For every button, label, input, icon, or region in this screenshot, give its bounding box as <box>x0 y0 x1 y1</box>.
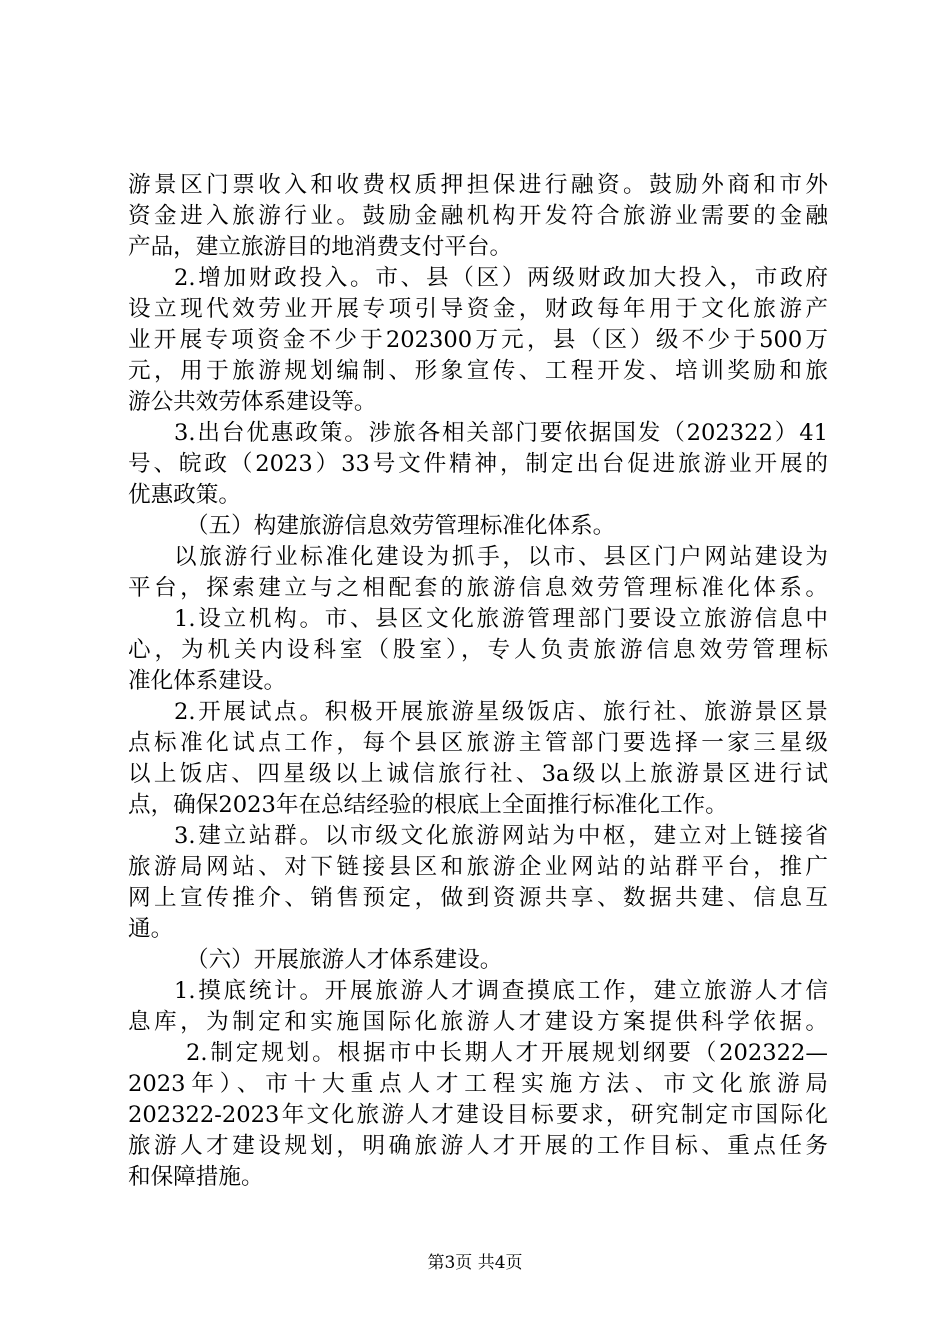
text-line: 通。 <box>128 916 174 942</box>
text-line: 2023年）、市十大重点人才工程实施方法、市文化旅游局 <box>128 1071 828 1097</box>
text-line: （五）构建旅游信息效劳管理标准化体系。 <box>186 513 616 539</box>
text-line: 心，为机关内设科室（股室），专人负责旅游信息效劳管理标 <box>128 637 828 663</box>
text-line: 设立现代效劳业开展专项引导资金，财政每年用于文化旅游产 <box>128 296 828 322</box>
text-line: 以旅游行业标准化建设为抓手，以市、县区门户网站建设为 <box>174 544 828 570</box>
text-line: 1.设立机构。市、县区文化旅游管理部门要设立旅游信息中 <box>174 606 828 632</box>
text-line: 产品，建立旅游目的地消费支付平台。 <box>128 234 513 260</box>
text-line: 3.出台优惠政策。涉旅各相关部门要依据国发（202322）41 <box>174 420 828 446</box>
text-line: 和保障措施。 <box>128 1164 264 1190</box>
text-line: 2.制定规划。根据市中长期人才开展规划纲要（202322— <box>186 1040 828 1066</box>
text-line: 元，用于旅游规划编制、形象宣传、工程开发、培训奖励和旅 <box>128 358 828 384</box>
text-line: 息库，为制定和实施国际化旅游人才建设方案提供科学依据。 <box>128 1009 828 1035</box>
text-line: 网上宣传推介、销售预定，做到资源共享、数据共建、信息互 <box>128 885 828 911</box>
text-line: 2.开展试点。积极开展旅游星级饭店、旅行社、旅游景区景 <box>174 699 828 725</box>
text-line: 202322-2023年文化旅游人才建设目标要求，研究制定市国际化 <box>128 1102 828 1128</box>
text-line: 游景区门票收入和收费权质押担保进行融资。鼓励外商和市外 <box>128 172 828 198</box>
text-line: 优惠政策。 <box>128 482 241 508</box>
text-line: 号、皖政（2023）33号文件精神，制定出台促进旅游业开展的 <box>128 451 828 477</box>
text-line: 以上饭店、四星级以上诚信旅行社、3a级以上旅游景区进行试 <box>128 761 828 787</box>
text-line: 2.增加财政投入。市、县（区）两级财政加大投入，市政府 <box>174 265 828 291</box>
text-line: 旅游人才建设规划，明确旅游人才开展的工作目标、重点任务 <box>128 1133 828 1159</box>
document-body <box>128 170 828 1193</box>
text-line: 3.建立站群。以市级文化旅游网站为中枢，建立对上链接省 <box>174 823 828 849</box>
text-line: 1.摸底统计。开展旅游人才调查摸底工作，建立旅游人才信 <box>174 978 828 1004</box>
page-footer: 第3页 共4页 <box>427 1253 523 1273</box>
text-line: 平台，探索建立与之相配套的旅游信息效劳管理标准化体系。 <box>128 575 828 601</box>
text-line: 资金进入旅游行业。鼓励金融机构开发符合旅游业需要的金融 <box>128 203 828 229</box>
text-line: 点标准化试点工作，每个县区旅游主管部门要选择一家三星级 <box>128 730 828 756</box>
text-line: （六）开展旅游人才体系建设。 <box>186 947 503 973</box>
text-line: 点，确保2023年在总结经验的根底上全面推行标准化工作。 <box>128 792 728 818</box>
text-line: 业开展专项资金不少于202300万元，县（区）级不少于500万 <box>128 327 828 353</box>
text-line: 准化体系建设。 <box>128 668 287 694</box>
text-line: 游公共效劳体系建设等。 <box>128 389 377 415</box>
text-line: 旅游局网站、对下链接县区和旅游企业网站的站群平台，推广 <box>128 854 828 880</box>
